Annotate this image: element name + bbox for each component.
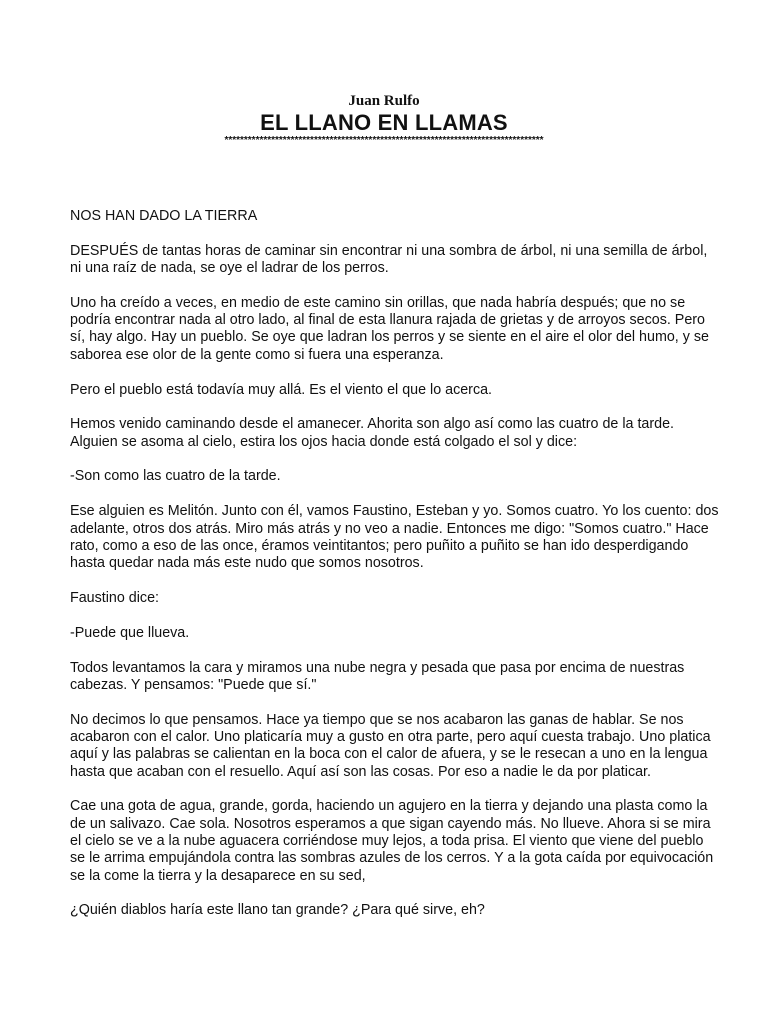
paragraph: DESPUÉS de tantas horas de caminar sin encontrar ni una sombra de árbol, ni una semilla de árbol, ni una raíz de nada, se oye el ladrar de los perros. — [70, 242, 708, 277]
paragraph: Uno ha creído a veces, en medio de este camino sin orillas, que nada habría después; que no se podría encontrar nada al otro lado, al final de esta llanura rajada de grietas y de arroyos secos. Pero sí, hay algo. Hay un pueblo. Se oye que ladran los perros y se siente en el aire el olor del humo, y se saborea ese olor de la gente como si fuera una esperanza. — [70, 294, 709, 363]
asterisk-separator: ********************************************************************************** — [224, 136, 544, 146]
document-header — [0, 92, 768, 146]
story-body — [70, 208, 720, 937]
paragraph: Todos levantamos la cara y miramos una nube negra y pesada que pasa por encima de nuestras cabezas. Y pensamos: "Puede que sí." — [70, 659, 685, 693]
paragraph: Faustino dice: — [70, 589, 160, 606]
paragraph: ¿Quién diablos haría este llano tan grande? ¿Para qué sirve, eh? — [70, 902, 485, 919]
author-name: Juan Rulfo — [348, 93, 420, 109]
paragraph: Hemos venido caminando desde el amanecer. Ahorita son algo así como las cuatro de la tarde. Alguien se asoma al cielo, estira los ojos hacia donde está colgado el sol y dice: — [70, 416, 675, 450]
paragraph: Cae una gota de agua, grande, gorda, haciendo un agujero en la tierra y dejando una plasta como la de un salivazo. Cae sola. Nosotros esperamos a que sigan cayendo más. No llueve. Ahora si se mira el cielo se ve a la nube aguacera corriéndose muy lejos, a toda prisa. El viento que viene del pueblo se le arrima empujándola contra las sombras azules de los cerros. Y a la gota caída por equivocación se la come la tierra y la desaparece en su sed, — [70, 798, 714, 884]
book-title: EL LLANO EN LLAMAS — [260, 110, 508, 135]
story-title: NOS HAN DADO LA TIERRA — [70, 208, 258, 224]
paragraph: No decimos lo que pensamos. Hace ya tiempo que se nos acabaron las ganas de hablar. Se nos acabaron con el calor. Uno platicaría muy a gusto en otra parte, pero aquí cuesta trabajo. Uno platica aquí y las palabras se calientan en la boca con el calor de afuera, y se le resecan a uno en la lengua hasta que acaban con el resuello. Aquí así son las cosas. Por eso a nadie le da por platicar. — [70, 711, 711, 780]
paragraph: Ese alguien es Melitón. Junto con él, vamos Faustino, Esteban y yo. Somos cuatro. Yo los cuento: dos adelante, otros dos atrás. Miro más atrás y no veo a nadie. Entonces me digo: "Somos cuatro." Hace rato, como a eso de las once, éramos veintitantos; pero puñito a puñito se han ido desperdigando hasta quedar nada más este nudo que somos nosotros. — [70, 503, 719, 572]
paragraph: Pero el pueblo está todavía muy allá. Es el viento el que lo acerca. — [70, 381, 493, 398]
paragraph: -Puede que llueva. — [70, 624, 190, 641]
paragraph: -Son como las cuatro de la tarde. — [70, 468, 281, 485]
